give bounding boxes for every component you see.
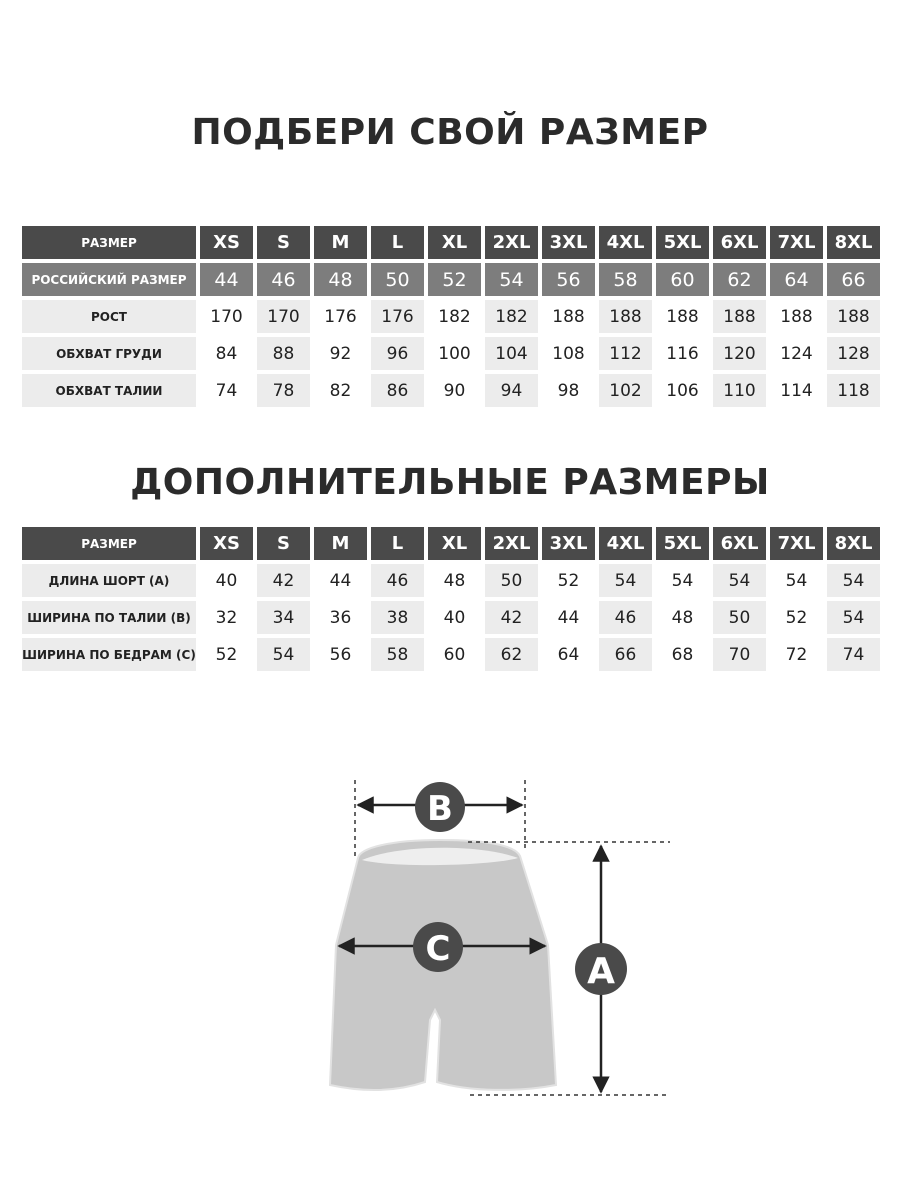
- table-cell: 88: [257, 337, 310, 370]
- table-cell: 118: [827, 374, 880, 407]
- table-cell: 108: [552, 343, 585, 364]
- header-label: РАЗМЕР: [22, 527, 196, 560]
- size-cell: 6XL: [713, 527, 766, 560]
- size-cell: 5XL: [656, 527, 709, 560]
- table-cell: 66: [827, 263, 880, 296]
- table-cell: 112: [599, 337, 652, 370]
- table-header-row: [22, 226, 880, 259]
- table-cell: 188: [666, 306, 699, 327]
- table-cell: 52: [428, 263, 481, 296]
- table-cell: 58: [599, 263, 652, 296]
- table-cell: 52: [785, 607, 808, 628]
- table-cell: 52: [557, 570, 580, 591]
- table-cell: 170: [257, 300, 310, 333]
- size-table-extra: [22, 527, 880, 675]
- size-cell: XL: [428, 527, 481, 560]
- table-cell: 54: [827, 601, 880, 634]
- table-cell: 116: [666, 343, 699, 364]
- table-cell: 50: [371, 263, 424, 296]
- table-row-chest: [22, 337, 880, 370]
- size-cell: 4XL: [599, 527, 652, 560]
- label-c: C: [425, 929, 451, 969]
- table-cell: 40: [215, 570, 238, 591]
- size-cell: 3XL: [542, 527, 595, 560]
- table-cell: 54: [785, 570, 808, 591]
- table-cell: 188: [827, 300, 880, 333]
- table-cell: 128: [827, 337, 880, 370]
- table-cell: 110: [713, 374, 766, 407]
- table-cell: 36: [329, 607, 352, 628]
- size-cell: 7XL: [770, 527, 823, 560]
- row-label: РОССИЙСКИЙ РАЗМЕР: [22, 263, 196, 296]
- size-cell: 4XL: [599, 226, 652, 259]
- table-cell: 48: [314, 263, 367, 296]
- table-cell: 50: [485, 564, 538, 597]
- table-cell: 124: [780, 343, 813, 364]
- table-cell: 188: [713, 300, 766, 333]
- table-cell: 106: [666, 380, 699, 401]
- table-cell: 46: [599, 601, 652, 634]
- header-label: РАЗМЕР: [22, 226, 196, 259]
- table-cell: 188: [552, 306, 585, 327]
- table-cell: 62: [485, 638, 538, 671]
- table-cell: 64: [770, 263, 823, 296]
- table-cell: 102: [599, 374, 652, 407]
- table-cell: 66: [599, 638, 652, 671]
- size-cell: S: [257, 527, 310, 560]
- size-cell: XS: [200, 226, 253, 259]
- table-cell: 96: [371, 337, 424, 370]
- table-cell: 50: [713, 601, 766, 634]
- label-b: B: [427, 789, 453, 829]
- table-cell: 70: [713, 638, 766, 671]
- row-label: ОБХВАТ ТАЛИИ: [22, 374, 196, 407]
- table-cell: 44: [329, 570, 352, 591]
- table-cell: 60: [656, 263, 709, 296]
- section-title: ДОПОЛНИТЕЛЬНЫЕ РАЗМЕРЫ: [130, 462, 770, 503]
- row-label: ШИРИНА ПО ТАЛИИ (В): [22, 601, 196, 634]
- table-cell: 72: [785, 644, 808, 665]
- table-cell: 58: [371, 638, 424, 671]
- table-cell: 56: [329, 644, 352, 665]
- row-label: РОСТ: [22, 300, 196, 333]
- table-cell: 44: [200, 263, 253, 296]
- table-cell: 54: [713, 564, 766, 597]
- table-cell: 56: [542, 263, 595, 296]
- table-cell: 44: [557, 607, 580, 628]
- table-cell: 46: [257, 263, 310, 296]
- size-cell: M: [314, 226, 367, 259]
- table-cell: 48: [671, 607, 694, 628]
- table-cell: 32: [215, 607, 238, 628]
- table-row-height: [22, 300, 880, 333]
- table-row-russian-size: [22, 263, 880, 296]
- table-cell: 98: [557, 380, 580, 401]
- table-cell: 74: [215, 380, 238, 401]
- table-cell: 46: [371, 564, 424, 597]
- table-cell: 54: [671, 570, 694, 591]
- table-cell: 176: [324, 306, 357, 327]
- size-cell: S: [257, 226, 310, 259]
- size-cell: 6XL: [713, 226, 766, 259]
- table-header-row: [22, 527, 880, 560]
- table-cell: 54: [599, 564, 652, 597]
- label-a: A: [587, 951, 615, 992]
- table-cell: 92: [329, 343, 352, 364]
- table-cell: 182: [438, 306, 471, 327]
- table-cell: 54: [257, 638, 310, 671]
- table-cell: 114: [780, 380, 813, 401]
- size-cell: XS: [200, 527, 253, 560]
- row-label: ДЛИНА ШОРТ (А): [22, 564, 196, 597]
- table-cell: 120: [713, 337, 766, 370]
- table-cell: 42: [485, 601, 538, 634]
- table-cell: 90: [443, 380, 466, 401]
- table-cell: 86: [371, 374, 424, 407]
- size-cell: L: [371, 527, 424, 560]
- size-cell: 3XL: [542, 226, 595, 259]
- table-row-shorts-length: [22, 564, 880, 597]
- size-cell: L: [371, 226, 424, 259]
- table-cell: 188: [780, 306, 813, 327]
- table-cell: 42: [257, 564, 310, 597]
- row-label: ОБХВАТ ГРУДИ: [22, 337, 196, 370]
- table-cell: 100: [438, 343, 471, 364]
- table-cell: 34: [257, 601, 310, 634]
- table-cell: 78: [257, 374, 310, 407]
- size-cell: 7XL: [770, 226, 823, 259]
- table-cell: 54: [485, 263, 538, 296]
- table-cell: 62: [713, 263, 766, 296]
- table-cell: 176: [371, 300, 424, 333]
- table-row-waist: [22, 374, 880, 407]
- table-cell: 188: [599, 300, 652, 333]
- size-table-main: [22, 226, 880, 411]
- size-cell: XL: [428, 226, 481, 259]
- table-cell: 64: [557, 644, 580, 665]
- table-cell: 54: [827, 564, 880, 597]
- row-label: ШИРИНА ПО БЕДРАМ (С): [22, 638, 196, 671]
- table-cell: 104: [485, 337, 538, 370]
- table-cell: 68: [671, 644, 694, 665]
- table-cell: 48: [443, 570, 466, 591]
- size-cell: 8XL: [827, 226, 880, 259]
- size-cell: M: [314, 527, 367, 560]
- table-cell: 74: [827, 638, 880, 671]
- size-cell: 2XL: [485, 527, 538, 560]
- page-title: ПОДБЕРИ СВОЙ РАЗМЕР: [191, 112, 709, 153]
- table-cell: 182: [485, 300, 538, 333]
- table-cell: 82: [329, 380, 352, 401]
- table-cell: 94: [485, 374, 538, 407]
- size-cell: 5XL: [656, 226, 709, 259]
- table-cell: 52: [215, 644, 238, 665]
- size-cell: 2XL: [485, 226, 538, 259]
- size-cell: 8XL: [827, 527, 880, 560]
- shorts-measurement-diagram: [0, 740, 900, 1160]
- table-cell: 40: [443, 607, 466, 628]
- table-row-hip-width: [22, 638, 880, 671]
- table-cell: 60: [443, 644, 466, 665]
- table-cell: 170: [210, 306, 243, 327]
- table-cell: 38: [371, 601, 424, 634]
- table-row-waist-width: [22, 601, 880, 634]
- table-cell: 84: [215, 343, 238, 364]
